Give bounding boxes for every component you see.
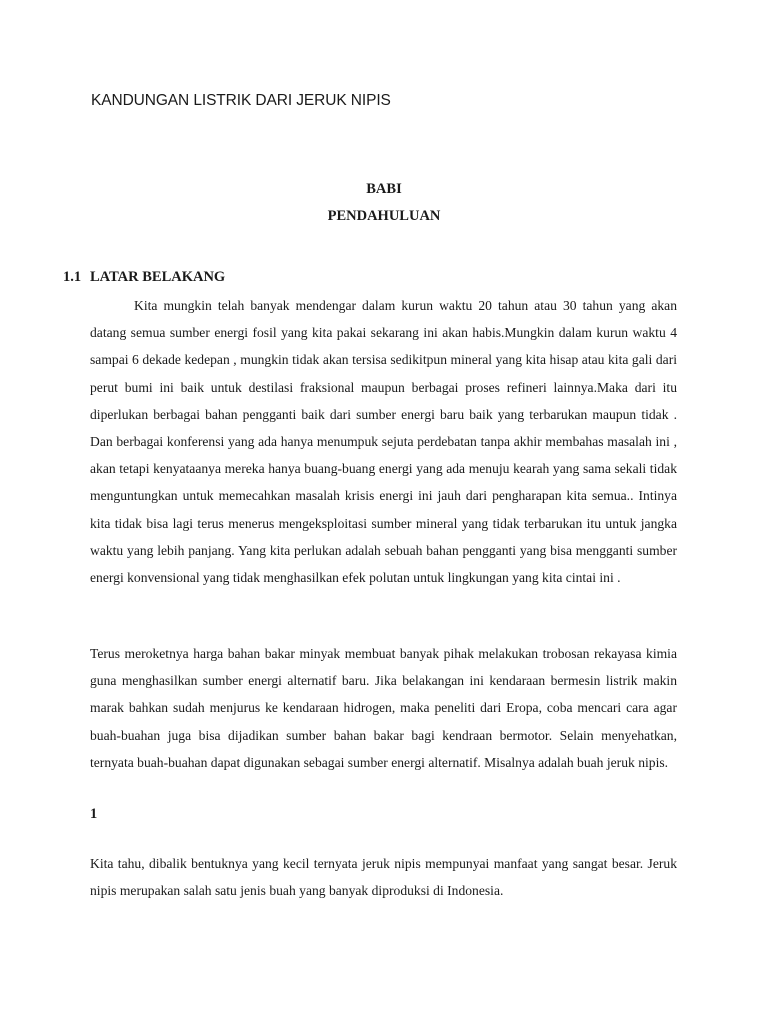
paragraph-2: Terus meroketnya harga bahan bakar minyak membuat banyak pihak melakukan trobosan rekayasa kimia guna menghasilkan sumber energi alternatif baru. Jika belakangan ini kendaraan bermesin listrik makin marak bahkan sudah menjurus ke kendaraan hidrogen, maka peneliti dari Eropa, coba mencari cara agar buah-buahan juga bisa dijadikan sumber bahan bakar bagi kendraan bermotor. Selain menyehatkan, ternyata buah-buahan dapat digunakan sebagai sumber energi alternatif. Misalnya adalah buah jeruk nipis. (90, 646, 677, 770)
page-number: 1 (90, 806, 98, 822)
section-heading (63, 269, 225, 286)
chapter-number: BABI (366, 181, 402, 197)
section-number: 1.1 (63, 269, 82, 285)
paragraph-1: Kita mungkin telah banyak mendengar dalam kurun waktu 20 tahun atau 30 tahun yang akan datang semua sumber energi fosil yang kita pakai sekarang ini akan habis.Mungkin dalam kurun waktu 4 sampai 6 dekade kedepan , mungkin tidak akan tersisa sedikitpun mineral yang kita hisap atau kita gali dari perut bumi ini baik untuk destilasi fraksional maupun berbagai proses refineri lainnya.Maka dari itu diperlukan berbagai bahan pengganti baik dari sumber energi baru baik yang terbarukan maupun tidak . Dan berbagai konferensi yang ada hanya menumpuk sejuta perdebatan tanpa akhir membahas masalah ini , akan tetapi kenyataanya mereka hanya buang-buang energi yang ada menuju kearah yang sama sekali tidak menguntungkan untuk memecahkan masalah krisis energi ini jauh dari pengharapan kita semua.. Intinya kita tidak bisa lagi terus menerus mengeksploitasi sumber mineral yang tidak terbarukan itu untuk jangka waktu yang lebih panjang. Yang kita perlukan adalah sebuah bahan pengganti yang bisa mengganti sumber energi konvensional yang tidak menghasilkan efek polutan untuk lingkungan yang kita cintai ini . (90, 298, 677, 586)
chapter-title: PENDAHULUAN (327, 208, 441, 224)
section-title: LATAR BELAKANG (90, 269, 226, 285)
document-title: KANDUNGAN LISTRIK DARI JERUK NIPIS (91, 92, 391, 109)
paragraph-3: Kita tahu, dibalik bentuknya yang kecil ternyata jeruk nipis mempunyai manfaat yang sangat besar. Jeruk nipis merupakan salah satu jenis buah yang banyak diproduksi di Indonesia. (90, 856, 677, 899)
